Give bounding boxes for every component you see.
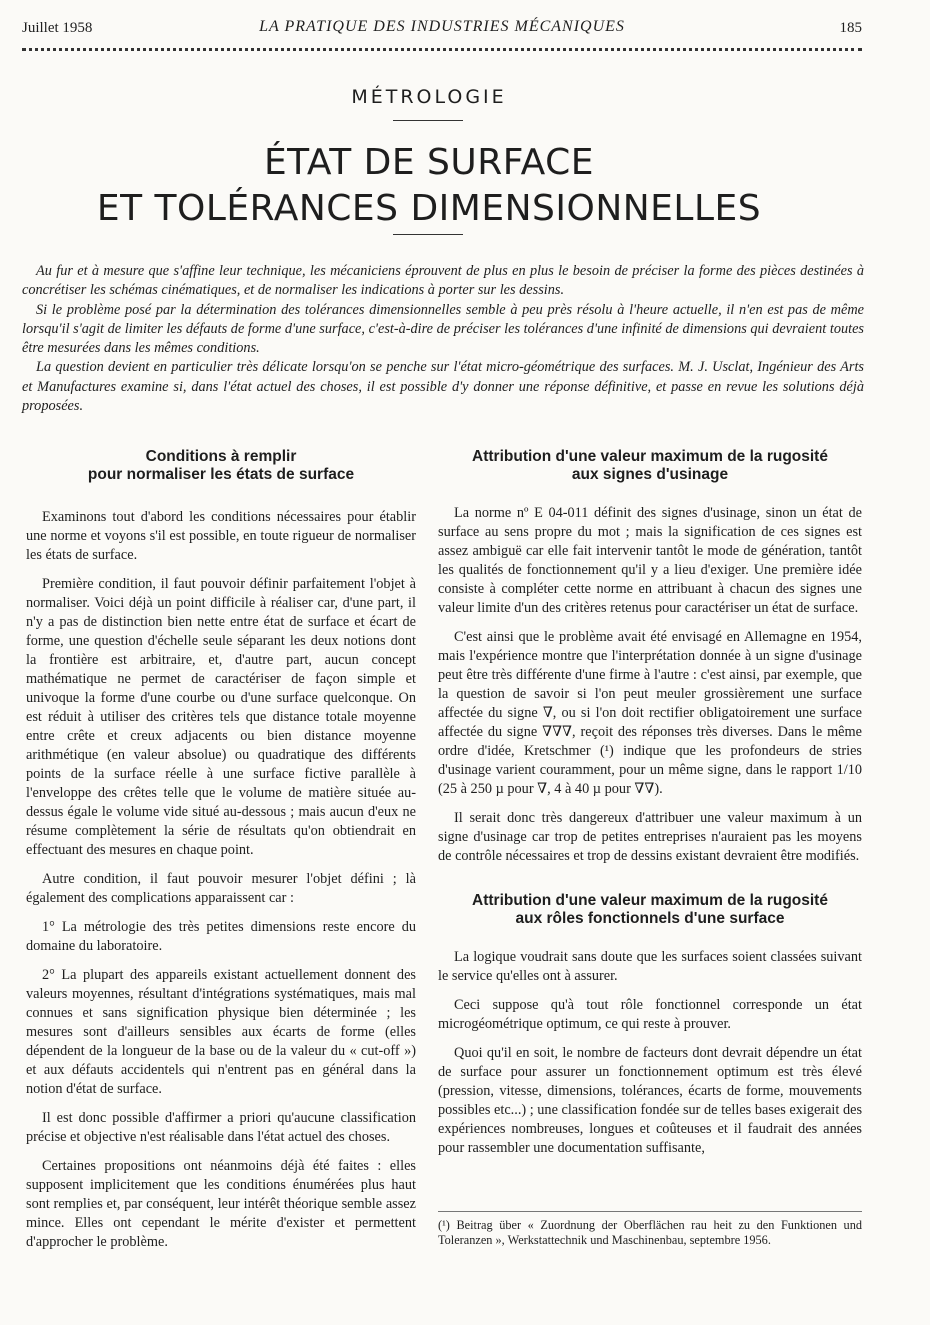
right-heading-2-line-1: Attribution d'une valeur maximum de la rugosité: [472, 892, 828, 909]
right-heading-2-line-2: aux rôles fonctionnels d'une surface: [515, 910, 785, 927]
article-title-line-1: ÉTAT DE SURFACE: [263, 142, 595, 183]
right-column-heading-1: [438, 448, 862, 484]
body-paragraph: Il est donc possible d'affirmer a priori qu'aucune classification précise et objective n'est réalisable dans l'état actuel des choses.: [26, 1110, 416, 1145]
journal-title: LA PRATIQUE DES INDUSTRIES MÉCANIQUES: [259, 18, 625, 35]
body-paragraph: Autre condition, il faut pouvoir mesurer l'objet défini ; là également des complications apparaissent car :: [26, 871, 416, 906]
title-rule-bottom: [393, 234, 463, 235]
body-paragraph: La logique voudrait sans doute que les surfaces soient classées suivant le service qu'elles ont à assurer.: [438, 949, 862, 984]
left-column-heading: [26, 448, 416, 484]
article-title-line-2: ET TOLÉRANCES DIMENSIONNELLES: [96, 188, 762, 229]
body-paragraph: Il serait donc très dangereux d'attribuer une valeur maximum à un signe d'usinage car trop de petites entreprises n'auraient pas les moyens de contrôle nécessaires et trop de dessins existant devraient être modifiés.: [438, 810, 862, 864]
section-title: MÉTROLOGIE: [351, 86, 507, 108]
body-paragraph: La norme nº E 04-011 définit des signes d'usinage, sinon un état de surface au sens propre du mot ; mais la signification de ces signes est assez ambiguë car elle fait intervenir tantôt le mode de génération, tantôt les qualités de fonctionnement qu'il y a lieu d'exiger. Une première idée consiste à compléter cette norme en attribuant à chacun des signes une valeur limite d'un des critères retenus pour caractériser un état de surface.: [438, 505, 862, 616]
body-paragraph: 1° La métrologie des très petites dimensions reste encore du domaine du laboratoire.: [26, 919, 416, 954]
body-paragraph: C'est ainsi que le problème avait été envisagé en Allemagne en 1954, mais l'expérience montre que l'interprétation donnée à un signe d'usinage peut être très différente d'une firme à l'autre : c'est ainsi, par exemple, que la question de savoir si l'on peut meuler grossièrement une surface affectée du signe ∇, ou si l'on doit rectifier obligatoirement une surface affectée du signe ∇∇∇, reçoit des réponses très diverses. Dans le même ordre d'idée, Kretschmer (¹) indique que les profondeurs de stries d'usinage varient couramment, pour un même signe, dans le rapport 1/10 (25 à 250 µ pour ∇, 4 à 40 µ pour ∇∇).: [438, 629, 862, 797]
body-paragraph: Ceci suppose qu'à tout rôle fonctionnel corresponde un état microgéométrique optimum, ce qui reste à prouver.: [438, 997, 862, 1032]
body-paragraph: Certaines propositions ont néanmoins déjà été faites : elles supposent implicitement que les conditions énumérées plus haut sont remplies et, par conséquent, leur intérêt théorique semble assez mince. Elles ont cependant le mérite d'exister et permettent d'approcher le problème.: [26, 1158, 416, 1250]
article-title: [0, 140, 858, 232]
right-heading-1-line-1: Attribution d'une valeur maximum de la rugosité: [472, 448, 828, 465]
abstract-paragraph: La question devient en particulier très délicate lorsqu'on se penche sur l'état micro-géométrique des surfaces. M. J. Usclat, Ingénieur des Arts et Manufactures examine si, dans l'état actuel des choses, il est possible d'y donner une réponse définitive, et passe en revue les solutions déjà proposées.: [22, 359, 864, 415]
body-paragraph: Examinons tout d'abord les conditions nécessaires pour établir une norme et voyons s'il est possible, en toute rigueur de normaliser les états de surface.: [26, 509, 416, 563]
abstract-paragraph: Si le problème posé par la détermination des tolérances dimensionnelles semble à peu près résolu à l'heure actuelle, il n'en est pas de même lorsqu'il s'agit de limiter les défauts de forme d'une surface, c'est-à-dire de préciser les tolérances d'une infinité de dimensions qui devraient toutes être mesurées dans les mêmes conditions.: [22, 301, 864, 357]
left-heading-line-1: Conditions à remplir: [145, 448, 297, 465]
running-header: [22, 18, 862, 40]
abstract-paragraph: Au fur et à mesure que s'affine leur technique, les mécaniciens éprouvent de plus en plus le besoin de préciser la forme des pièces destinées à concrétiser les schémas cinématiques, et de normaliser les indications à porter sur les dessins.: [22, 263, 864, 299]
footnote: (¹) Beitrag über « Zuordnung der Oberflächen rau heit zu den Funktionen und Toleranzen », Werkstattechnik und Maschinenbau, septembre 1956.: [438, 1211, 862, 1248]
left-column: [26, 448, 416, 1262]
body-paragraph: Quoi qu'il en soit, le nombre de facteurs dont devrait dépendre un état de surface pour assurer un fonctionnement optimum est très élevé (pression, vitesse, dimensions, tolérances, écarts de forme, mouvements possibles etc...) ; une classification fondée sur de telles bases exigerait des expériences nombreuses, longues et coûteuses et il faudrait des années pour rassembler une documentation suffisante,: [438, 1045, 863, 1156]
body-paragraph: Première condition, il faut pouvoir définir parfaitement l'objet à normaliser. Voici déjà un point difficile à réaliser car, d'une part, il n'y a pas de distinction bien nette entre état de surface et écart de forme, une question d'échelle seule séparant les deux notions dont la frontière est arbitraire, et, d'autre part, aucun concept mathématique ne permet de caractériser de façon simple et univoque la forme d'une courbe ou d'une surface quelconque. On est réduit à utiliser des critères tels que distance totale moyenne entre crête et creux adjacents ou bien distance moyenne arithmétique (en valeur absolue) ou quadratique des différents points de la surface réelle à une surface fictive parallèle à l'enveloppe des crêtes telle que le volume de matière située au-dessus égale le volume vide situé au-dessous ; mais aucun d'eux ne résume complètement la série de résultats qu'on obtiendrait en effectuant des mesures en chaque point.: [26, 576, 416, 858]
title-rule-top: [393, 120, 463, 121]
right-column-heading-2: [438, 892, 862, 928]
left-heading-line-2: pour normaliser les états de surface: [87, 466, 355, 483]
right-heading-1-line-2: aux signes d'usinage: [571, 466, 729, 483]
article-abstract: [22, 262, 864, 416]
issue-date: Juillet 1958: [22, 20, 93, 36]
page-number: 185: [839, 20, 862, 36]
body-paragraph: 2° La plupart des appareils existant actuellement donnent des valeurs moyennes, résultant d'intégrations systématiques, mais mal connues et sans signification physique bien déterminée ; les mesures sont d'ailleurs sensibles aux écarts de forme (elles dépendent de la longueur de la base ou de la valeur du « cut-off ») et aux défauts accidentels qui n'entrent pas en général dans la notion d'état de surface.: [26, 967, 416, 1097]
header-divider: [22, 48, 862, 51]
right-column: [438, 448, 862, 1168]
